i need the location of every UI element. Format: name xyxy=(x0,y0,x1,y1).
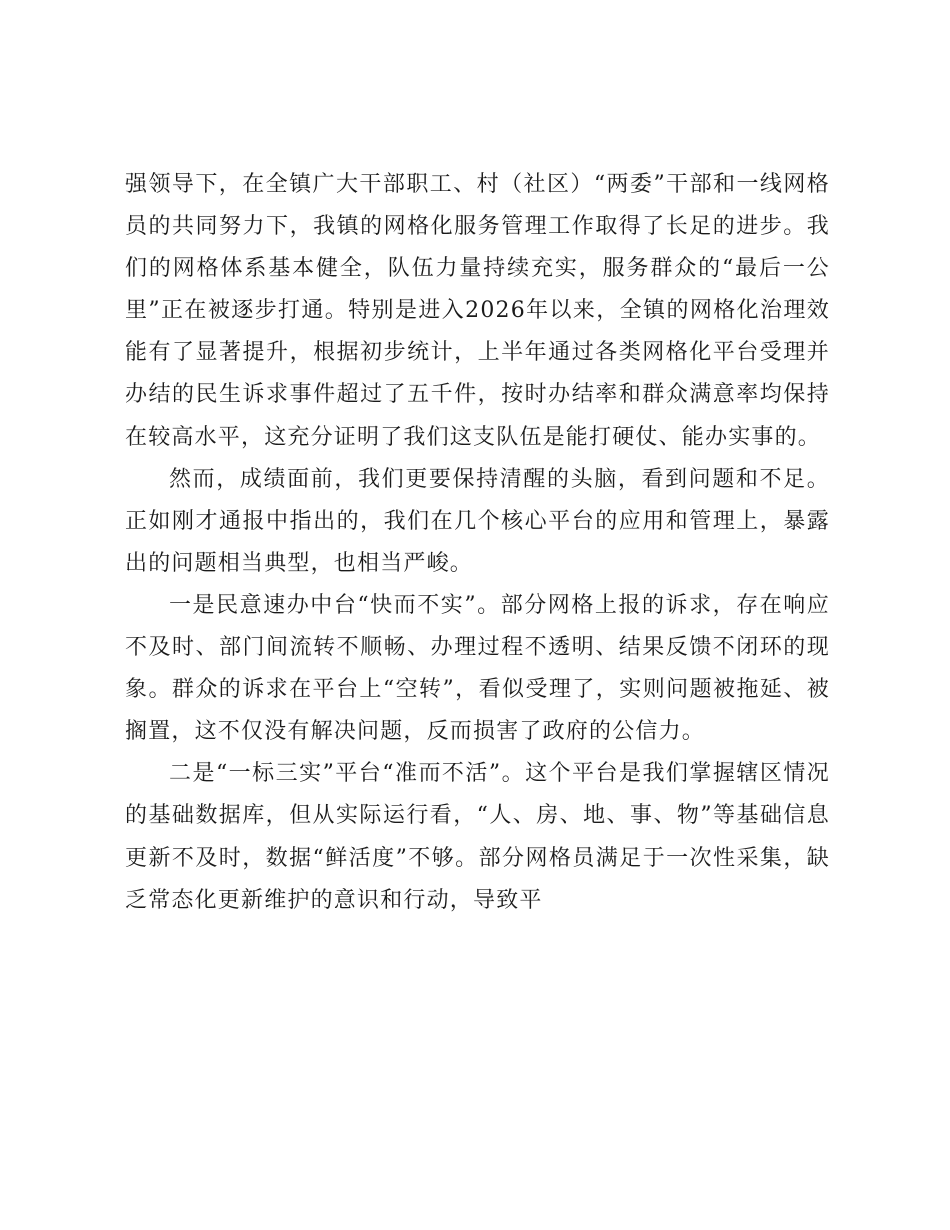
paragraph-1: 强领导下，在全镇广大干部职工、村（社区）“两委”干部和一线网格员的共同努力下，我镇的网格化服务管理工作取得了长足的进步。我们的网格体系基本健全，队伍力量持续充实，服务群众的“最后一公里”正在被逐步打通。特别是进入2026年以来，全镇的网格化治理效能有了显著提升，根据初步统计，上半年通过各类网格化平台受理并办结的民生诉求事件超过了五千件，按时办结率和群众满意率均保持在较高水平，这充分证明了我们这支队伍是能打硬仗、能办实事的。 xyxy=(125,172,830,450)
document-body xyxy=(125,164,830,922)
paragraph-4: 二是“一标三实”平台“准而不活”。这个平台是我们掌握辖区情况的基础数据库，但从实际运行看，“人、房、地、事、物”等基础信息更新不及时，数据“鲜活度”不够。部分网格员满足于一次性采集，缺乏常态化更新维护的意识和行动，导致平 xyxy=(125,761,830,913)
paragraph-3: 一是民意速办中台“快而不实”。部分网格上报的诉求，存在响应不及时、部门间流转不顺畅、办理过程不透明、结果反馈不闭环的现象。群众的诉求在平台上“空转”，看似受理了，实则问题被拖延、被搁置，这不仅没有解决问题，反而损害了政府的公信力。 xyxy=(125,592,830,745)
paragraph-2: 然而，成绩面前，我们更要保持清醒的头脑，看到问题和不足。正如刚才通报中指出的，我们在几个核心平台的应用和管理上，暴露出的问题相当典型，也相当严峻。 xyxy=(125,466,830,576)
